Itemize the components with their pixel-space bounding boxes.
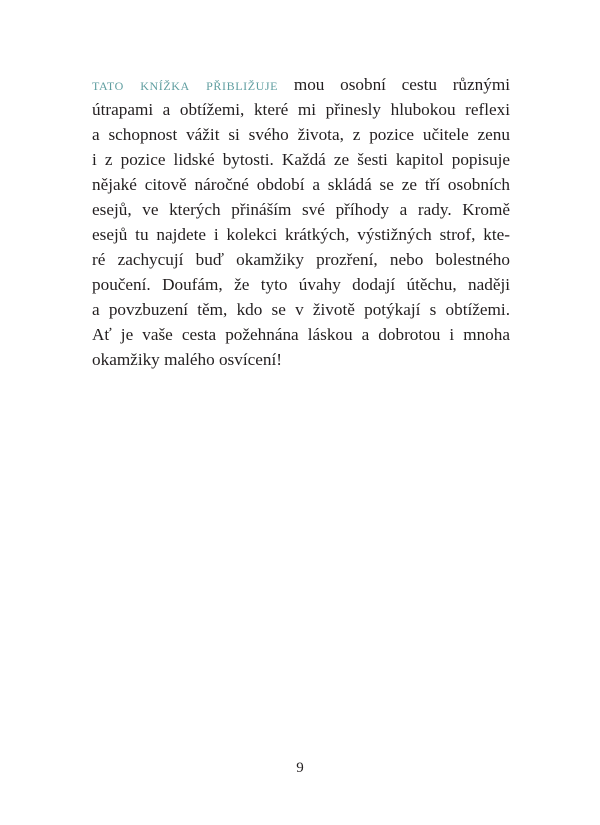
- paragraph-line-1-text: mou osobní cestu různými: [278, 75, 510, 94]
- paragraph-line-10: a povzbuzení těm, kdo se v životě potýkají s obtížemi.: [92, 300, 510, 319]
- paragraph-line-3: a schopnost vážit si svého života, z pozice učitele zenu: [92, 125, 510, 144]
- paragraph-line-12: okamžiky malého osvícení!: [92, 350, 282, 369]
- paragraph-line-1: [92, 72, 510, 97]
- lead-in-small-caps: tato knížka přibližuje: [92, 75, 279, 94]
- body-paragraph: [92, 72, 510, 372]
- paragraph-line-5: nějaké citově náročné období a skládá se ze tří osobních: [92, 175, 510, 194]
- paragraph-line-9: poučení. Doufám, že tyto úvahy dodají útěchu, naději: [92, 275, 510, 294]
- paragraph-line-8: ré zachycují buď okamžiky prozření, nebo bolestného: [92, 250, 510, 269]
- paragraph-line-7: esejů tu najdete i kolekci krátkých, výstižných strof, kte-: [92, 225, 510, 244]
- paragraph-line-6: esejů, ve kterých přináším své příhody a rady. Kromě: [92, 200, 510, 219]
- page-number: 9: [296, 760, 304, 776]
- paragraph-line-4: i z pozice lidské bytosti. Každá ze šesti kapitol popisuje: [92, 150, 510, 169]
- paragraph-line-11: Ať je vaše cesta požehnána láskou a dobrotou i mnoha: [92, 325, 510, 344]
- paragraph-line-2: útrapami a obtížemi, které mi přinesly hlubokou reflexi: [92, 100, 510, 119]
